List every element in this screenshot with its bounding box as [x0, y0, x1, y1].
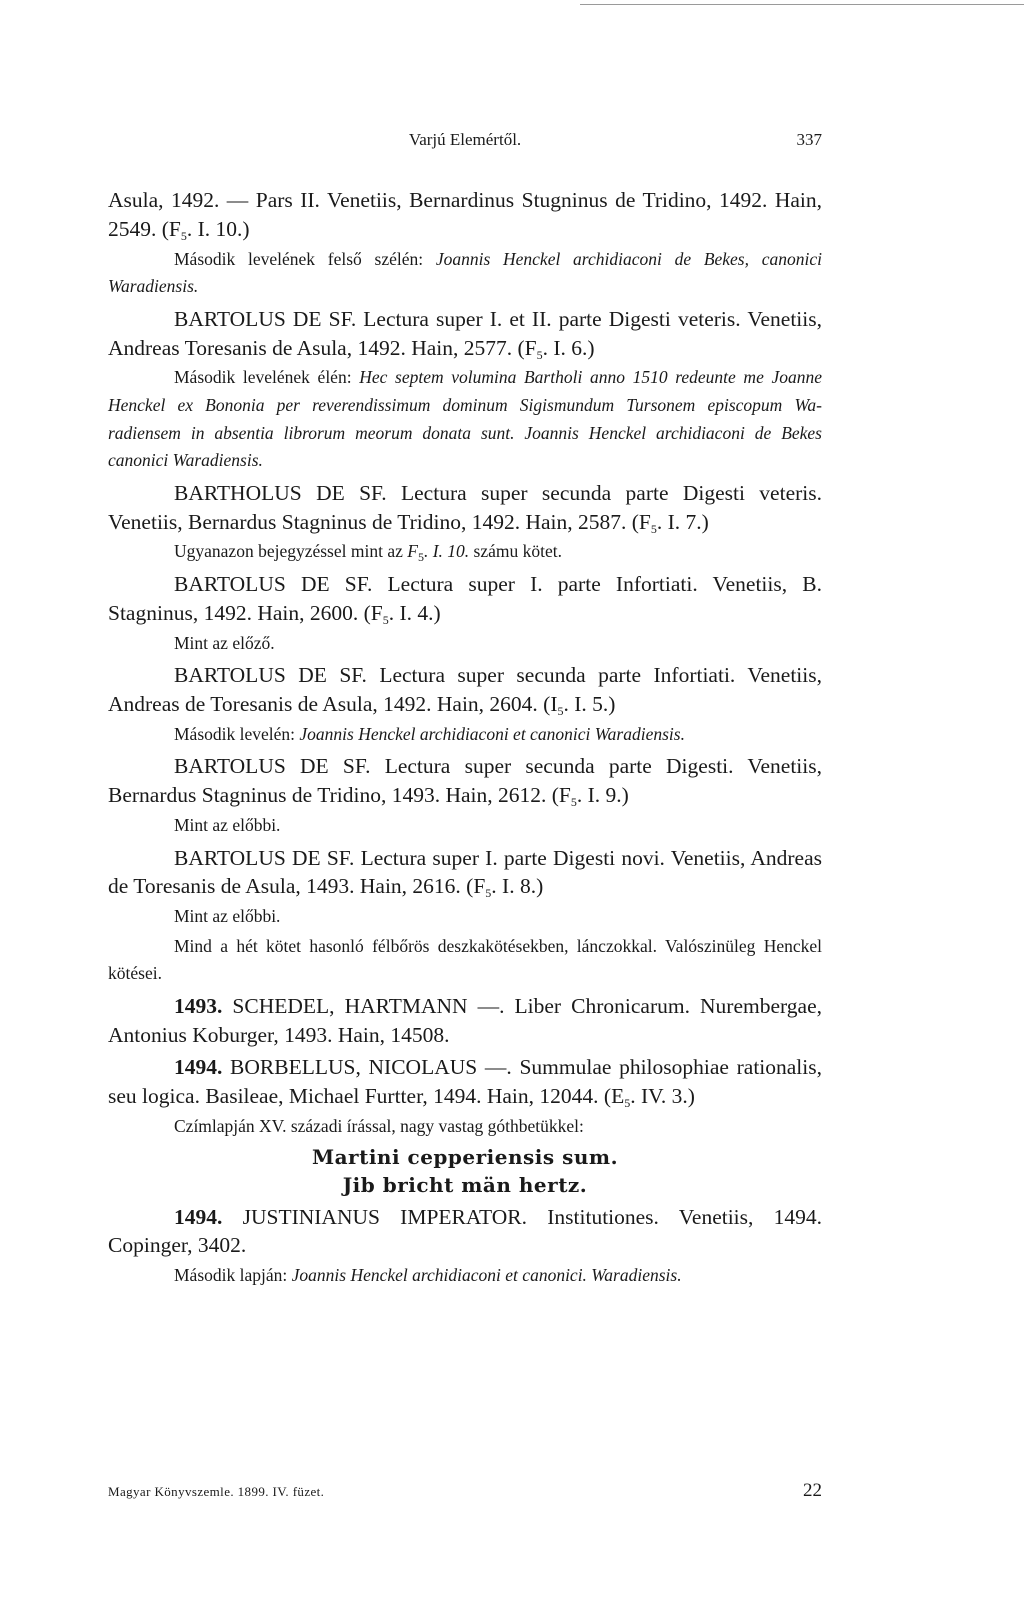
catalog-entry	[108, 1053, 822, 1111]
signature-mark: 22	[803, 1480, 822, 1501]
annotation-note	[108, 538, 822, 566]
annotation-note	[108, 630, 822, 658]
text-run: BARTOLUS DE SF. Lectura super I. parte Digesti novi. Venetiis, Andreas de Toresanis de Asula, 1493. Hain, 2616. (F	[108, 845, 822, 899]
text-run: Második lapján:	[174, 1265, 292, 1286]
catalog-entry-continued	[108, 186, 822, 244]
text-run: Második levelén:	[174, 723, 300, 744]
subscript: 5	[536, 347, 543, 362]
annotation-note	[108, 933, 822, 988]
annotation-note	[108, 1113, 822, 1141]
subscript: 5	[180, 228, 187, 243]
italic-text: F	[407, 541, 418, 562]
journal-footer: Magyar Könyvszemle. 1899. IV. füzet.	[108, 1484, 325, 1499]
subscript: 5	[485, 886, 492, 901]
text-run: Második levelének élén:	[174, 367, 360, 388]
catalog-entry	[108, 305, 822, 363]
entry-year: 1493.	[174, 993, 223, 1018]
subscript: 5	[650, 521, 657, 536]
text-run: . I. 6.)	[542, 335, 595, 360]
running-title: Varjú Elemértől.	[408, 130, 522, 149]
text-run: BARTOLUS DE SF. Lectura super I. parte Infortiati. Venetiis, B. Stagninus, 1492. Hain, 2600. (F	[108, 571, 822, 625]
catalog-entry	[108, 570, 822, 628]
text-run: SCHEDEL, HARTMANN —. Liber Chronicarum. Nurembergae, Antonius Koburger, 1493. Hain, 14508.	[108, 993, 822, 1047]
text-run: . I. 7.)	[656, 509, 709, 534]
text-run: . IV. 3.)	[630, 1084, 695, 1109]
subscript: 5	[570, 795, 577, 810]
page-footer	[108, 1480, 822, 1504]
text-run: Asula, 1492. — Pars II. Venetiis, Bernardinus Stugninus de Tridino, 1492. Hain, 2549. (F	[108, 188, 822, 241]
subscript: 5	[382, 612, 389, 627]
catalog-entry	[108, 844, 822, 902]
text-run: Második levelének felső szélén:	[174, 248, 436, 269]
text-run: BORBELLUS, NICOLAUS —. Summulae philosophiae rationalis, seu logica. Basileae, Michael Furtter, 1494. Hain, 12044. (E	[108, 1055, 822, 1109]
running-head	[108, 130, 822, 154]
annotation-note	[108, 812, 822, 840]
gothic-line: Martini cepperiensis sum.	[311, 1144, 619, 1169]
catalog-entry	[108, 752, 822, 810]
text-run: BARTHOLUS DE SF. Lectura super secunda parte Digesti veteris. Venetiis, Bernardus Stagninus de Tridino, 1492. Hain, 2587. (F	[108, 480, 822, 534]
entry-year: 1494.	[174, 1055, 223, 1080]
text-run: Mint az előbbi.	[174, 906, 281, 927]
text-run: Mint az előbbi.	[174, 814, 281, 835]
catalog-entry	[108, 479, 822, 537]
gothic-inscription	[108, 1143, 822, 1199]
text-run: BARTOLUS DE SF. Lectura super secunda parte Infortiati. Venetiis, Andreas de Toresanis de Asula, 1492. Hain, 2604. (I	[108, 663, 822, 716]
annotation-note	[108, 721, 822, 749]
subscript: 5	[417, 550, 424, 565]
subscript: 5	[557, 703, 564, 718]
italic-text: Joannis Henckel archidiaconi et canonici. Waradiensis.	[291, 1265, 682, 1286]
subscript: 5	[624, 1096, 631, 1111]
text-run: számu kötet.	[469, 541, 562, 562]
page-number: 337	[796, 130, 822, 149]
annotation-note	[108, 246, 822, 301]
top-rule	[580, 4, 1024, 5]
italic-text: Hec septem volumina Bartholi anno 1510 redeunte me Joanne Henckel ex Bononia per reverendissimum dominum Sigismundum Tursonem episcopum Wa- radiensem in absentia librorum meorum donata sunt. Joannis Henckel archidiaconi de Bekes canonici Waradiensis.	[108, 367, 822, 471]
italic-text: . I. 10.	[423, 541, 470, 562]
gothic-line: Jib bricht män hertz.	[342, 1172, 588, 1197]
italic-text: Joannis Henckel archidiaconi de Bekes, canonici Waradiensis.	[108, 248, 822, 297]
annotation-note	[108, 903, 822, 931]
text-run: Czímlapján XV. századi írással, nagy vastag góthbetükkel:	[174, 1116, 584, 1137]
catalog-entry	[108, 992, 822, 1050]
text-run: . I. 9.)	[576, 783, 629, 808]
text-run: Mind a hét kötet hasonló félbőrös deszkakötésekben, lánczokkal. Valószinüleg Henckel kötései.	[108, 935, 822, 984]
catalog-entry	[108, 1203, 822, 1261]
catalog-entry	[108, 661, 822, 719]
text-run: JUSTINIANUS IMPERATOR. Institutiones. Venetiis, 1494. Copinger, 3402.	[108, 1204, 822, 1258]
text-run: BARTOLUS DE SF. Lectura super I. et II. parte Digesti veteris. Venetiis, Andreas Toresanis de Asula, 1492. Hain, 2577. (F	[108, 306, 822, 360]
text-run: . I. 8.)	[491, 874, 544, 899]
annotation-note	[108, 1262, 822, 1290]
text-run: . I. 4.)	[388, 600, 441, 625]
italic-text: Joannis Henckel archidiaconi et canonici Waradiensis.	[299, 723, 685, 744]
text-run: BARTOLUS DE SF. Lectura super secunda parte Digesti. Venetiis, Bernardus Stagninus de Tridino, 1493. Hain, 2612. (F	[108, 754, 822, 808]
text-run: Ugyanazon bejegyzéssel mint az	[174, 541, 408, 562]
text-run: . I. 10.)	[186, 216, 250, 241]
text-run: Mint az előző.	[174, 632, 275, 653]
document-body	[108, 186, 822, 1290]
text-run: . I. 5.)	[563, 691, 616, 716]
entry-year: 1494.	[174, 1204, 223, 1229]
annotation-note	[108, 364, 822, 474]
